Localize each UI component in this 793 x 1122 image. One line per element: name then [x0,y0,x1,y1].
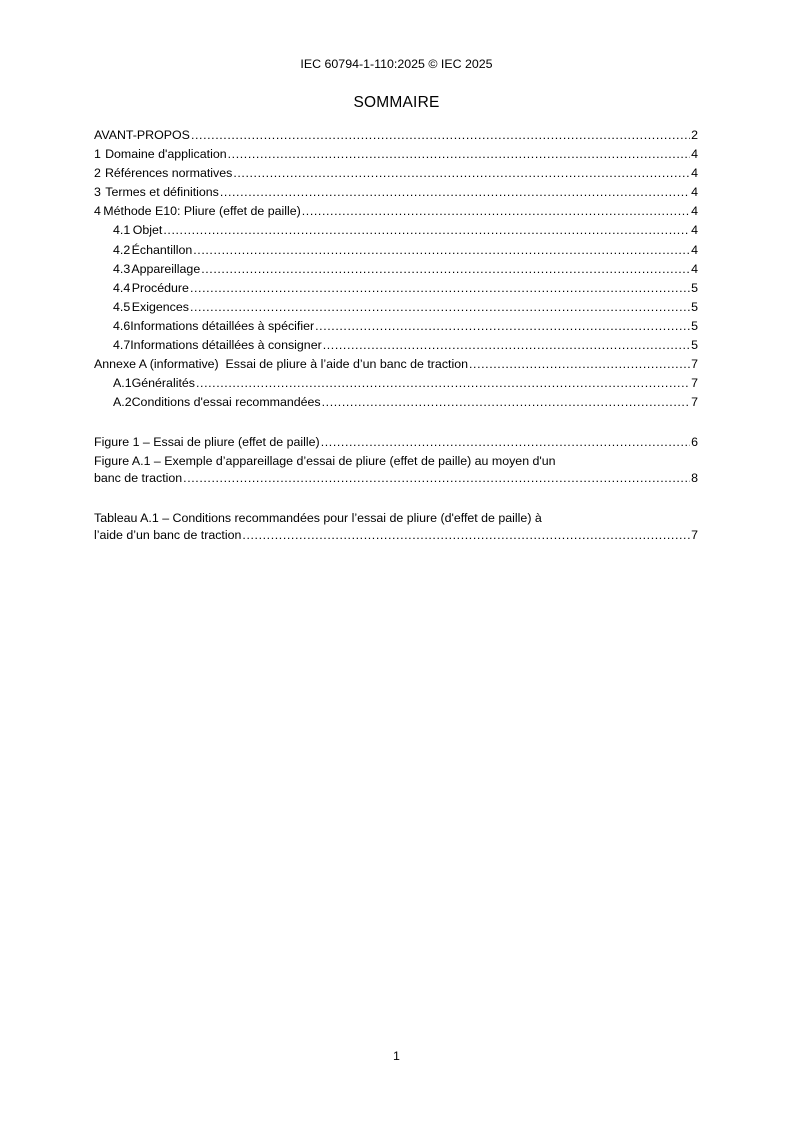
toc-entry-page: 5 [691,280,698,295]
toc-entry-text: Annexe A (informative) Essai de pliure à l’aide d’un banc de traction [94,357,468,372]
figure-entry-page: 6 [691,435,698,450]
toc-entry-4-4[interactable] [94,279,698,298]
toc-entry-page: 5 [691,338,698,353]
toc-entry-number: A.1 [113,376,132,391]
toc-entry-4-5[interactable] [94,298,698,317]
table-entry-a1[interactable] [94,510,698,544]
toc-entry-page: 4 [691,185,698,200]
toc-entry-page: 7 [691,395,698,410]
document-header: IEC 60794-1-110:2025 © IEC 2025 [300,57,493,71]
toc-entry-number: 4.1 [113,223,131,238]
toc-entry-page: 4 [691,223,698,238]
toc-entry-text: Généralités [131,376,195,391]
toc-entry-4[interactable] [94,202,698,221]
toc-entry-number: 1 [94,147,101,162]
toc-entry-text: Méthode E10: Pliure (effet de paille) [103,204,301,219]
toc-entry-text: Références normatives [104,166,233,181]
table-of-contents [94,126,698,544]
page-number: 1 [393,1049,400,1063]
toc-entry-text: AVANT-PROPOS [94,128,190,142]
toc-entry-page: 4 [691,242,698,257]
toc-entry-page: 2 [691,128,698,142]
figure-entry-a1[interactable] [94,453,698,487]
toc-entry-number: 4 [94,204,101,219]
table-entry-text-line1: Tableau A.1 – Conditions recommandées pour l’essai de pliure (d'effet de paille) à [94,510,542,525]
toc-entry-page: 4 [691,147,698,162]
toc-entry-number: 2 [94,166,101,181]
toc-entry-foreword[interactable] [94,126,698,145]
toc-entry-number: 4.3 [113,261,131,276]
figure-entry-1[interactable] [94,433,698,452]
toc-entry-text: Informations détaillées à spécifier [130,318,315,333]
figure-entry-text-line2: banc de traction [94,470,183,485]
toc-entry-number: 4.6 [113,318,131,333]
toc-entry-page: 4 [691,166,698,181]
table-entry-text-line2: l’aide d’un banc de traction [94,527,242,542]
toc-entry-number: 4.7 [113,338,131,353]
toc-entry-text: Appareillage [131,261,201,276]
toc-entry-number: 4.4 [113,280,131,295]
figure-entry-text: Figure 1 – Essai de pliure (effet de paille) [94,435,320,450]
figure-entry-text-line1: Figure A.1 – Exemple d’appareillage d’essai de pliure (effet de paille) au moyen d'un [94,453,556,468]
toc-entry-4-6[interactable] [94,317,698,336]
toc-entry-page: 5 [691,318,698,333]
toc-entry-page: 5 [691,299,698,314]
toc-entry-text: Échantillon [131,242,193,257]
toc-entry-number: 4.5 [113,299,131,314]
toc-entry-2[interactable] [94,164,698,183]
toc-entry-number: 3 [94,185,101,200]
toc-entry-text: Procédure [131,280,189,295]
toc-entry-text: Termes et définitions [105,185,219,200]
toc-entry-text: Conditions d'essai recommandées [131,395,321,410]
toc-entry-number: 4.2 [113,242,131,257]
figure-entry-page: 8 [691,470,698,485]
toc-entry-a-1[interactable] [94,374,698,393]
toc-entry-text: Informations détaillées à consigner [130,338,322,353]
toc-entry-page: 4 [691,261,698,276]
toc-entry-number: A.2 [113,395,132,410]
toc-entry-4-1[interactable] [94,221,698,240]
toc-entry-1[interactable] [94,145,698,164]
toc-entry-4-7[interactable] [94,336,698,355]
toc-entry-text: Domaine d'application [105,147,227,162]
toc-entry-a-2[interactable] [94,393,698,412]
toc-entry-text: Exigences [131,299,189,314]
toc-entry-4-2[interactable] [94,241,698,260]
toc-entry-page: 4 [691,204,698,219]
toc-entry-annex-a[interactable] [94,355,698,374]
toc-entry-page: 7 [691,376,698,391]
toc-entry-4-3[interactable] [94,260,698,279]
table-entry-page: 7 [691,527,698,542]
toc-entry-3[interactable] [94,183,698,202]
toc-entry-text: Objet [132,223,163,238]
page-title: SOMMAIRE [353,94,440,111]
toc-entry-page: 7 [691,357,698,372]
